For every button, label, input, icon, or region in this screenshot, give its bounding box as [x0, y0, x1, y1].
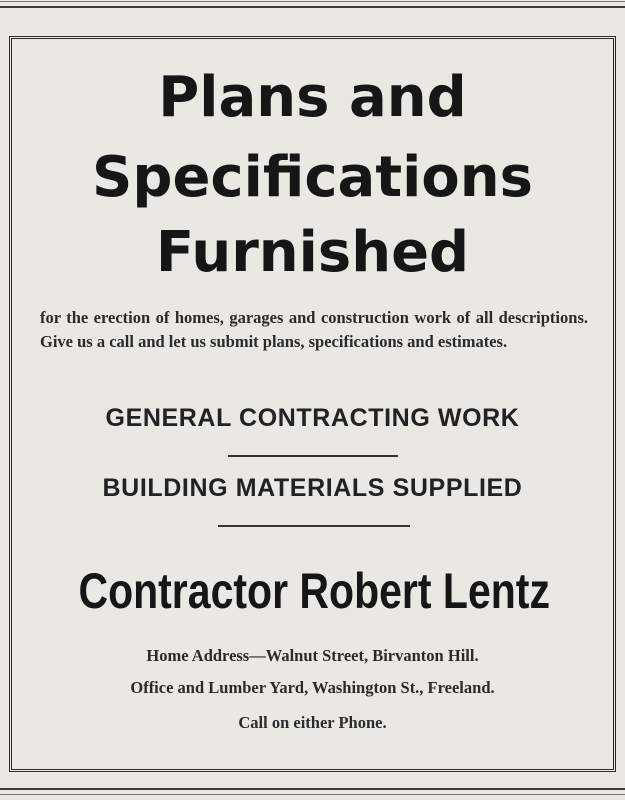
contractor-name: Contractor Robert Lentz	[78, 563, 550, 619]
top-page-rule	[0, 0, 625, 8]
service-building-materials: BUILDING MATERIALS SUPPLIED	[102, 474, 523, 502]
headline-line-1: Plans and	[158, 65, 467, 130]
home-address: Home Address—Walnut Street, Birvanton Hill.	[146, 646, 479, 665]
intro-paragraph: for the erection of homes, garages and construction work of all descriptions. Give us a call and let us submit plans, specifications and estimates.	[40, 308, 588, 351]
service-general-contracting: GENERAL CONTRACTING WORK	[105, 404, 520, 432]
phone-note: Call on either Phone.	[238, 713, 387, 732]
headline-line-2: Specifications	[92, 145, 533, 210]
bottom-page-rule	[0, 788, 625, 800]
divider-rule	[228, 455, 398, 457]
divider-rule	[218, 525, 410, 527]
headline-line-3: Furnished	[155, 220, 470, 285]
office-address: Office and Lumber Yard, Washington St., Freeland.	[130, 678, 495, 697]
